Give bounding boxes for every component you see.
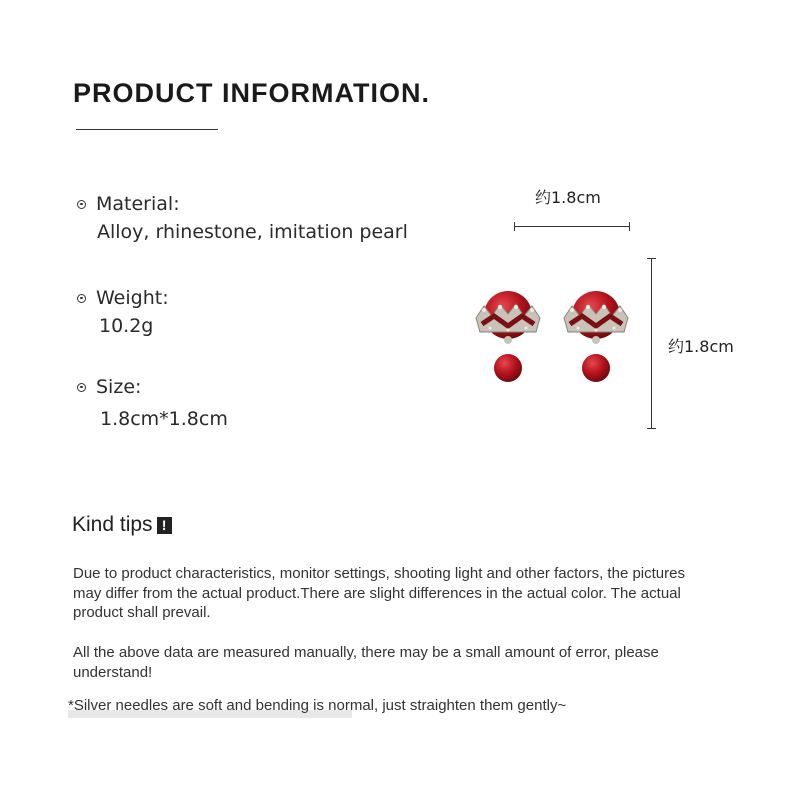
- product-image: [468, 280, 638, 390]
- tips-paragraph-measurement: All the above data are measured manually, there may be a small amount of error, please understand!: [73, 644, 659, 681]
- tips-note: *Silver needles are soft and bending is normal, just straighten them gently~: [68, 697, 567, 714]
- bullet-icon: [77, 294, 86, 303]
- spec-value: 10.2g: [99, 315, 154, 337]
- kind-tips-heading: [72, 513, 172, 537]
- earring-left: [476, 291, 540, 382]
- height-tick-top: [647, 258, 656, 259]
- height-tick-bottom: [647, 428, 656, 429]
- spec-value: 1.8cm*1.8cm: [100, 408, 228, 430]
- earring-right: [564, 291, 628, 382]
- height-dimension-line: [651, 258, 652, 429]
- kind-tips-title: Kind tips: [72, 513, 153, 536]
- width-dimension-label: 约1.8cm: [535, 188, 601, 207]
- width-tick-right: [629, 222, 630, 231]
- spec-value: Alloy, rhinestone, imitation pearl: [97, 221, 408, 243]
- spec-material: [77, 193, 408, 243]
- spec-label: Material:: [96, 193, 180, 215]
- width-tick-left: [514, 222, 515, 231]
- spec-size: [77, 376, 228, 430]
- spec-label: Size:: [96, 376, 142, 398]
- title-underline: [76, 129, 218, 130]
- spec-label: Weight:: [96, 287, 169, 309]
- page-title: PRODUCT INFORMATION.: [73, 78, 430, 108]
- bullet-icon: [77, 383, 86, 392]
- height-dimension-label: 约1.8cm: [668, 337, 734, 356]
- bullet-icon: [77, 200, 86, 209]
- exclamation-icon: !: [157, 517, 172, 534]
- width-dimension-line: [514, 226, 630, 227]
- tips-paragraph-disclaimer: Due to product characteristics, monitor settings, shooting light and other factors, the pictures may differ from the actual product.There are slight differences in the actual color. The actual product shall prevail.: [73, 565, 685, 621]
- spec-weight: [77, 287, 169, 337]
